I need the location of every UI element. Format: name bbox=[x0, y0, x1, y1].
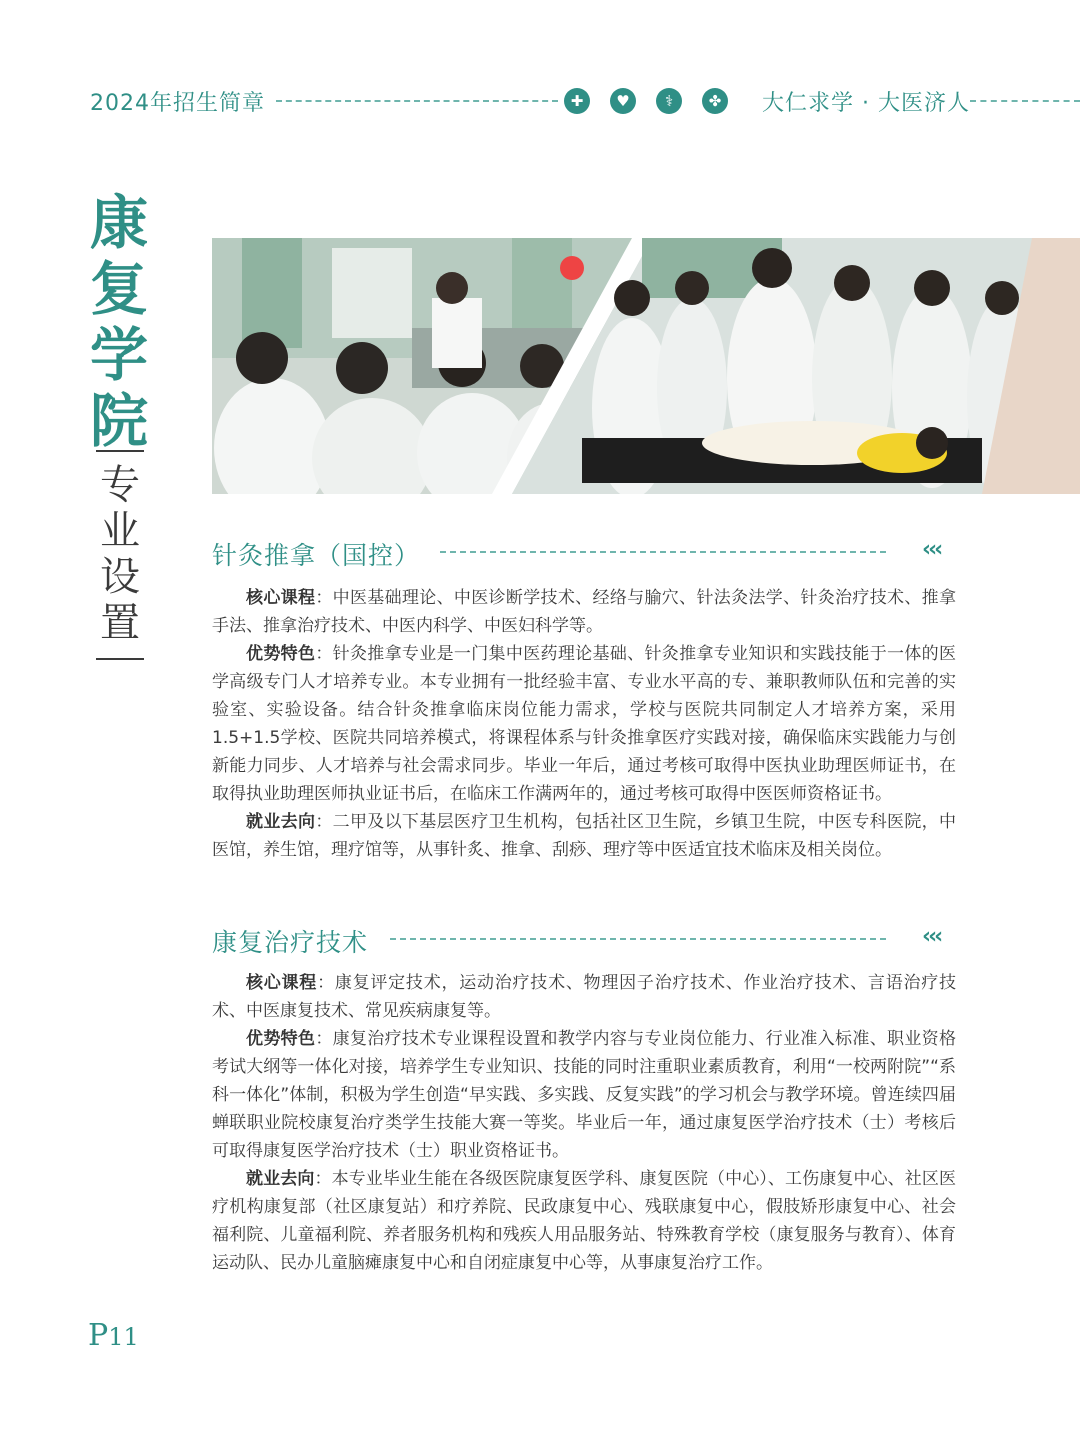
section-subtitle bbox=[90, 462, 150, 646]
section-body-rehab-therapy bbox=[212, 969, 956, 1277]
page-prefix: P bbox=[88, 1318, 109, 1353]
medical-cross-icon: ✚ bbox=[564, 88, 590, 114]
core-courses-paragraph bbox=[212, 584, 956, 640]
header-divider-left bbox=[276, 100, 558, 102]
header-icon-group bbox=[564, 88, 728, 114]
advantages-text: ：针灸推拿专业是一门集中医药理论基础、针灸推拿专业知识和实践技能于一体的医学高级专门人才培养专业。本专业拥有一批经验丰富、专业水平高的专、兼职教师队伍和完善的实验室、实验设备。结合针灸推拿临床岗位能力需求，学校与医院共同制定人才培养方案，采用1.5+1.5学校、医院共同培养模式，将课程体系与针灸推拿医疗实践对接，确保临床实践能力与创新能力同步、人才培养与社会需求同步。毕业一年后，通过考核可取得中医执业助理医师证书，在取得执业助理医师执业证书后，在临床工作满两年的，通过考核可取得中医医师资格证书。 bbox=[212, 644, 957, 804]
employment-label: 就业去向 bbox=[246, 1169, 315, 1189]
advantages-text: ：康复治疗技术专业课程设置和教学内容与专业岗位能力、行业准入标准、职业资格考试大纲等一体化对接，培养学生专业知识、技能的同时注重职业素质教育，利用“一校两附院”“系科一体化”体制，积极为学生创造“早实践、多实践、反复实践”的学习机会与教学环境。曾连续四届蝉联职业院校康复治疗类学生技能大赛一等奖。毕业后一年，通过康复医学治疗技术（士）考核后可取得康复医学治疗技术（士）职业资格证书。 bbox=[212, 1029, 957, 1161]
college-title-char: 复 bbox=[89, 255, 148, 323]
subtitle-char: 设 bbox=[100, 554, 140, 600]
employment-paragraph bbox=[212, 1165, 956, 1277]
chevron-left-icon: ‹‹‹ bbox=[922, 924, 941, 949]
header-title: 2024年招生简章 bbox=[90, 91, 265, 116]
stethoscope-icon: ⚕ bbox=[656, 88, 682, 114]
core-courses-label: 核心课程 bbox=[246, 973, 318, 993]
title-divider-top bbox=[96, 450, 144, 452]
heart-pulse-icon: ♥ bbox=[610, 88, 636, 114]
section-title-rehab-therapy: 康复治疗技术 bbox=[212, 928, 369, 957]
subtitle-char: 专 bbox=[100, 462, 140, 508]
employment-label: 就业去向 bbox=[246, 812, 316, 832]
section-title-acupuncture: 针灸推拿（国控） bbox=[212, 541, 421, 570]
college-title-char: 学 bbox=[89, 321, 148, 389]
advantages-paragraph bbox=[212, 1025, 956, 1165]
health-cross-icon: ✤ bbox=[702, 88, 728, 114]
subtitle-char: 业 bbox=[100, 508, 140, 554]
advantages-label: 优势特色 bbox=[246, 1029, 316, 1049]
college-title-char: 康 bbox=[89, 189, 148, 257]
advantages-label: 优势特色 bbox=[246, 644, 316, 664]
employment-text: ：二甲及以下基层医疗卫生机构，包括社区卫生院，乡镇卫生院，中医专科医院，中医馆，养生馆，理疗馆等，从事针炙、推拿、刮痧、理疗等中医适宜技术临床及相关岗位。 bbox=[212, 812, 957, 860]
chevron-left-icon: ‹‹‹ bbox=[922, 537, 941, 562]
photo-collage bbox=[212, 238, 1080, 494]
employment-paragraph bbox=[212, 808, 956, 864]
college-title bbox=[86, 190, 152, 454]
header-motto: 大仁求学 · 大医济人 bbox=[762, 91, 970, 116]
core-courses-text: ：康复评定技术，运动治疗技术、物理因子治疗技术、作业治疗技术、言语治疗技术、中医康复技术、常见疾病康复等。 bbox=[212, 973, 956, 1021]
header-divider-right bbox=[970, 100, 1080, 102]
section-divider bbox=[390, 938, 886, 940]
core-courses-paragraph bbox=[212, 969, 956, 1025]
core-courses-label: 核心课程 bbox=[246, 588, 316, 608]
title-divider-bottom bbox=[96, 658, 144, 660]
photo-banner bbox=[212, 238, 1080, 494]
section-body-acupuncture bbox=[212, 584, 956, 864]
subtitle-char: 置 bbox=[100, 600, 140, 646]
employment-text: ：本专业毕业生能在各级医院康复医学科、康复医院（中心）、工伤康复中心、社区医疗机构康复部（社区康复站）和疗养院、民政康复中心、残联康复中心，假肢矫形康复中心、社会福利院、儿童福利院、养者服务机构和残疾人用品服务站、特殊教育学校（康复服务与教育）、体育运动队、民办儿童脑瘫康复中心和自闭症康复中心等，从事康复治疗工作。 bbox=[212, 1169, 957, 1273]
core-courses-text: ：中医基础理论、中医诊断学技术、经络与腧穴、针法灸法学、针灸治疗技术、推拿手法、推拿治疗技术、中医内科学、中医妇科学等。 bbox=[212, 588, 957, 636]
college-title-char: 院 bbox=[89, 387, 148, 455]
advantages-paragraph bbox=[212, 640, 956, 808]
page-number-value: 11 bbox=[108, 1323, 139, 1351]
page-number bbox=[88, 1318, 139, 1353]
section-divider bbox=[440, 551, 886, 553]
